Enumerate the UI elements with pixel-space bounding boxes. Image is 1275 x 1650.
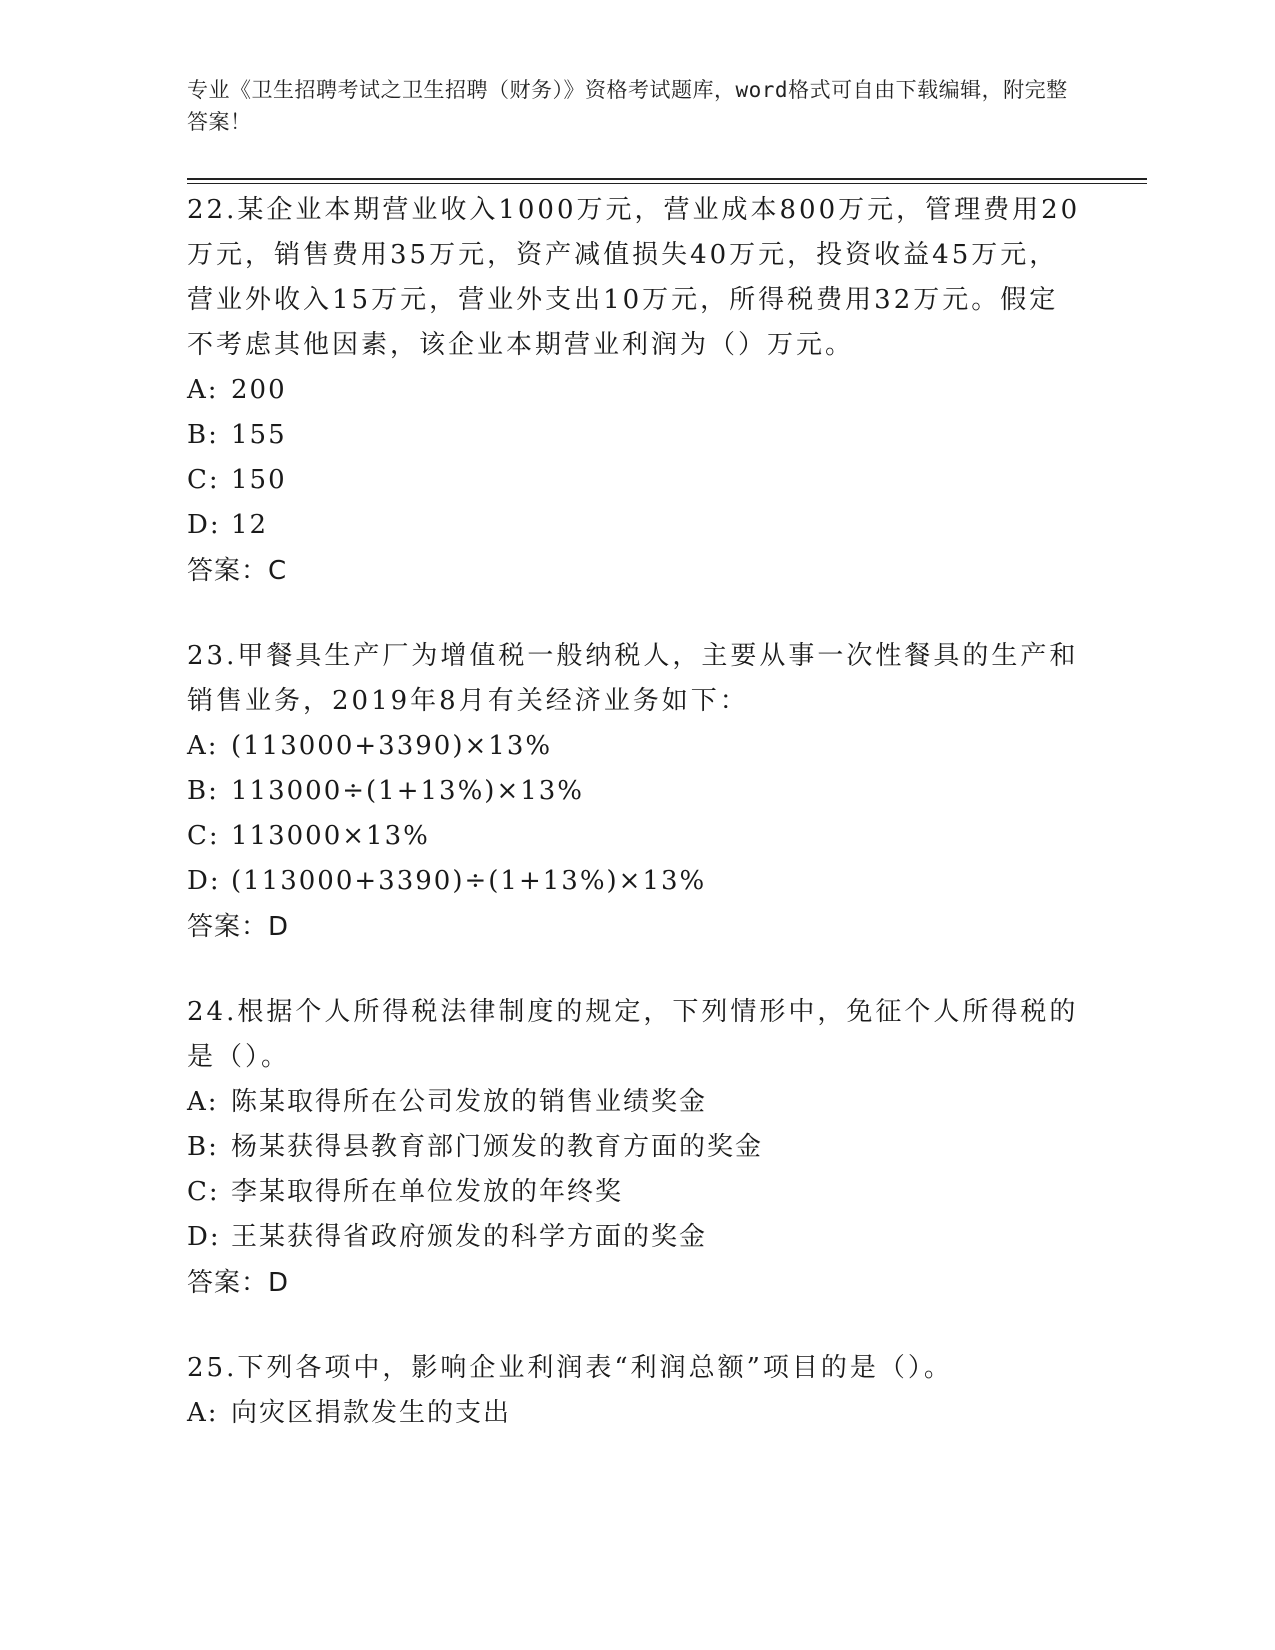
option-b bbox=[187, 413, 1087, 458]
option-text: 李某取得所在单位发放的年终奖 bbox=[231, 1177, 624, 1207]
option-text: (113000+3390)÷(1+13%)×13% bbox=[231, 866, 707, 896]
option-key: B: bbox=[187, 776, 219, 806]
document-header: 专业《卫生招聘考试之卫生招聘（财务）》资格考试题库，word格式可自由下载编辑，附完整答案！ bbox=[187, 78, 1068, 134]
option-key: D: bbox=[187, 1222, 221, 1252]
option-a bbox=[187, 724, 1087, 769]
question-24 bbox=[187, 990, 1087, 1306]
question-stem: 24.根据个人所得税法律制度的规定，下列情形中，免征个人所得税的是（）。 bbox=[187, 997, 1079, 1072]
question-23 bbox=[187, 634, 1087, 950]
option-key: A: bbox=[187, 731, 219, 761]
option-key: C: bbox=[187, 1177, 220, 1207]
option-text: 向灾区捐款发生的支出 bbox=[231, 1398, 512, 1428]
option-c bbox=[187, 458, 1087, 503]
option-a bbox=[187, 1080, 1087, 1125]
option-text: 155 bbox=[231, 420, 287, 450]
question-list bbox=[187, 188, 1087, 1476]
header-divider-thin bbox=[187, 183, 1147, 184]
option-text: (113000+3390)×13% bbox=[231, 731, 553, 761]
option-key: C: bbox=[187, 821, 220, 851]
answer-line: 答案：D bbox=[187, 1268, 290, 1298]
option-a bbox=[187, 368, 1087, 413]
option-key: B: bbox=[187, 420, 219, 450]
option-key: A: bbox=[187, 375, 219, 405]
answer-line: 答案：D bbox=[187, 912, 290, 942]
option-key: D: bbox=[187, 866, 221, 896]
option-key: D: bbox=[187, 510, 221, 540]
option-key: A: bbox=[187, 1398, 219, 1428]
question-stem: 22.某企业本期营业收入1000万元，营业成本800万元，管理费用20万元，销售费用35万元，资产减值损失40万元，投资收益45万元，营业外收入15万元，营业外支出10万元，所得税费用32万元。假定不考虑其他因素，该企业本期营业利润为（）万元。 bbox=[187, 195, 1081, 360]
question-stem: 25.下列各项中，影响企业利润表“利润总额”项目的是（）。 bbox=[187, 1353, 953, 1383]
option-d bbox=[187, 503, 1087, 548]
option-text: 113000×13% bbox=[231, 821, 430, 851]
header-divider bbox=[187, 178, 1147, 180]
option-text: 12 bbox=[231, 510, 269, 540]
option-a bbox=[187, 1391, 1087, 1436]
question-22 bbox=[187, 188, 1087, 594]
option-text: 150 bbox=[231, 465, 287, 495]
option-d bbox=[187, 859, 1087, 904]
option-b bbox=[187, 769, 1087, 814]
option-text: 王某获得省政府颁发的科学方面的奖金 bbox=[231, 1222, 708, 1252]
option-text: 200 bbox=[231, 375, 287, 405]
option-b bbox=[187, 1125, 1087, 1170]
option-text: 113000÷(1+13%)×13% bbox=[231, 776, 585, 806]
option-c bbox=[187, 1170, 1087, 1215]
option-key: C: bbox=[187, 465, 220, 495]
option-text: 陈某取得所在公司发放的销售业绩奖金 bbox=[231, 1087, 708, 1117]
option-c bbox=[187, 814, 1087, 859]
option-text: 杨某获得县教育部门颁发的教育方面的奖金 bbox=[231, 1132, 764, 1162]
option-key: B: bbox=[187, 1132, 219, 1162]
question-25 bbox=[187, 1346, 1087, 1436]
option-d bbox=[187, 1215, 1087, 1260]
question-stem: 23.甲餐具生产厂为增值税一般纳税人，主要从事一次性餐具的生产和销售业务，2019年8月有关经济业务如下： bbox=[187, 641, 1079, 716]
answer-line: 答案：C bbox=[187, 556, 288, 586]
option-key: A: bbox=[187, 1087, 219, 1117]
